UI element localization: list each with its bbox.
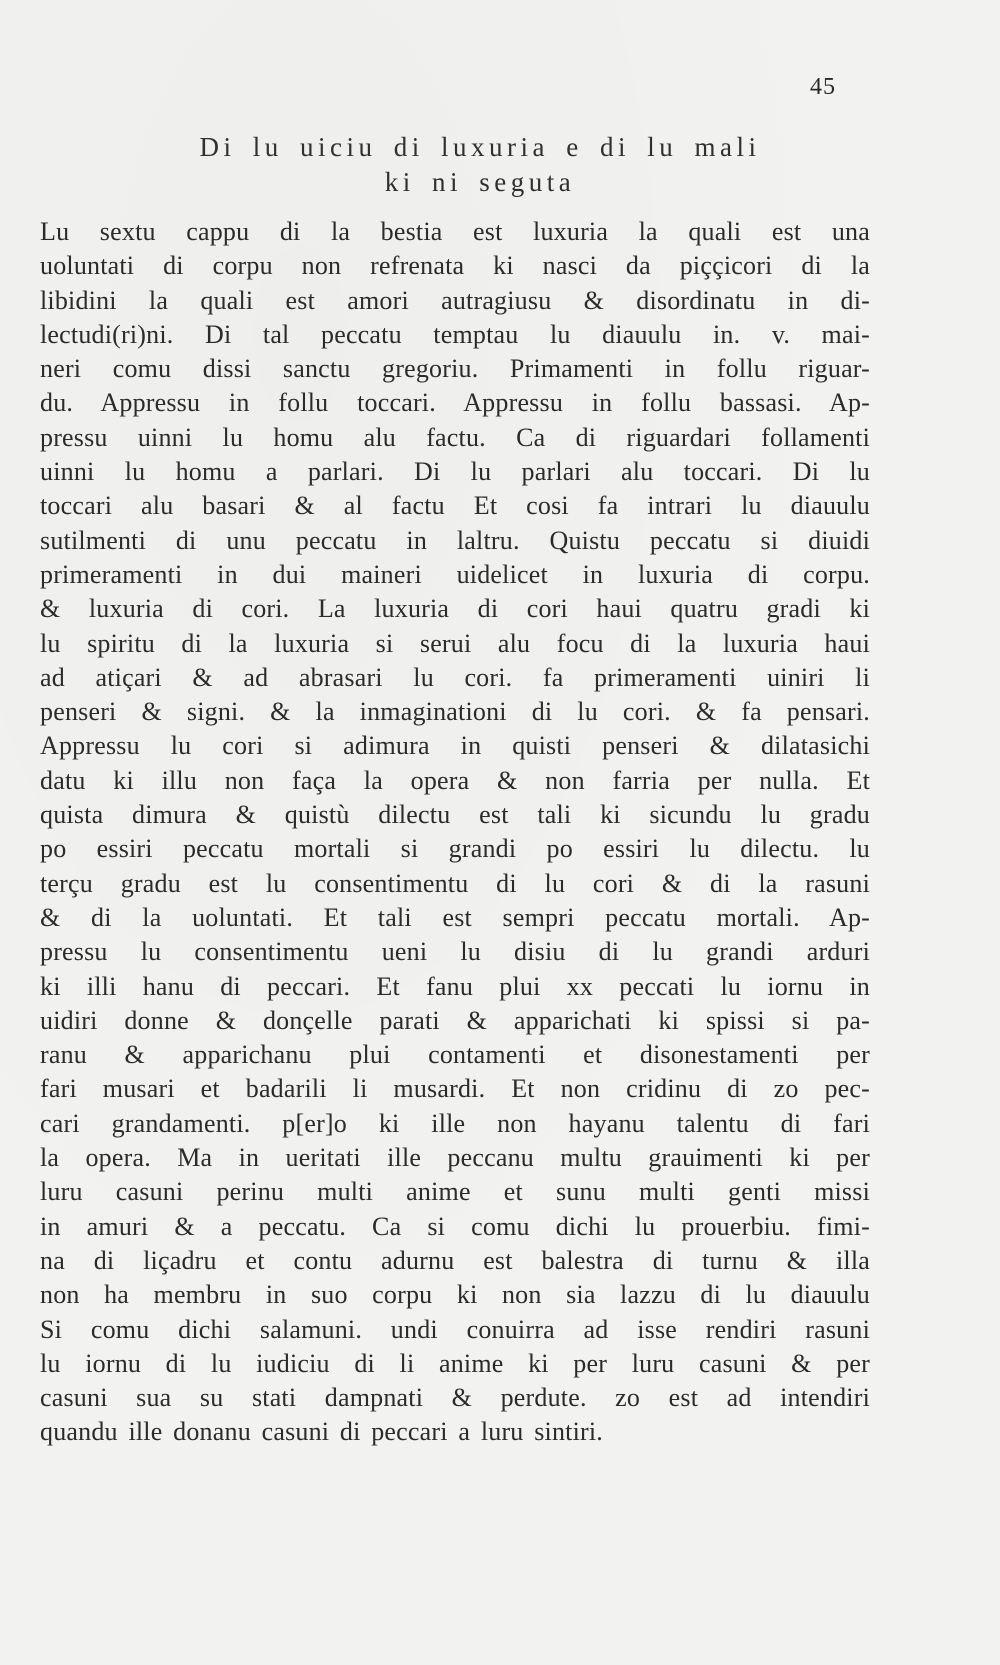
chapter-heading-line-2: ki ni seguta	[384, 167, 576, 197]
body-text	[40, 215, 870, 1450]
text-line: sutilmenti di unu peccatu in laltru. Quistu peccatu si diuidi	[40, 525, 870, 555]
text-line: uinni lu homu a parlari. Di lu parlari alu toccari. Di lu	[40, 457, 870, 487]
text-line: uoluntati di corpu non refrenata ki nasci da piççicori di la	[40, 251, 870, 281]
text-line: penseri & signi. & la inmaginationi di lu cori. & fa pensari.	[40, 697, 870, 727]
text-line: casuni sua su stati dampnati & perdute. zo est ad intendiri	[40, 1383, 870, 1413]
text-line: in amuri & a peccatu. Ca si comu dichi lu prouerbiu. fimi-	[40, 1211, 870, 1241]
text-line: po essiri peccatu mortali si grandi po essiri lu dilectu. lu	[40, 834, 870, 864]
text-line: uidiri donne & donçelle parati & apparichati ki spissi si pa-	[40, 1005, 870, 1035]
text-line: ad atiçari & ad abrasari lu cori. fa primeramenti uiniri li	[40, 662, 870, 692]
text-line: neri comu dissi sanctu gregoriu. Primamenti in follu riguar-	[40, 354, 870, 384]
text-line: lu spiritu di la luxuria si serui alu focu di la luxuria haui	[40, 628, 870, 658]
text-line: pressu uinni lu homu alu factu. Ca di riguardari follamenti	[40, 422, 870, 452]
text-line: Appressu lu cori si adimura in quisti penseri & dilatasichi	[40, 731, 870, 761]
text-line: quandu ille donanu casuni di peccari a luru sintiri.	[40, 1417, 603, 1447]
text-line: quista dimura & quistù dilectu est tali ki sicundu lu gradu	[40, 800, 870, 830]
text-line: cari grandamenti. p[er]o ki ille non hayanu talentu di fari	[40, 1108, 870, 1138]
text-line: datu ki illu non faça la opera & non farria per nulla. Et	[40, 765, 870, 795]
text-line: fari musari et badarili li musardi. Et non cridinu di zo pec-	[40, 1074, 870, 1104]
chapter-heading-line-1: Di lu uiciu di luxuria e di lu mali	[199, 132, 761, 162]
text-line: ranu & apparichanu plui contamenti et disonestamenti per	[40, 1040, 870, 1070]
text-line: libidini la quali est amori autragiusu & disordinatu in di-	[40, 285, 870, 315]
text-line: pressu lu consentimentu ueni lu disiu di lu grandi arduri	[40, 937, 870, 967]
text-line: luru casuni perinu multi anime et sunu multi genti missi	[40, 1177, 870, 1207]
text-line: na di liçadru et contu adurnu est balestra di turnu & illa	[40, 1245, 870, 1275]
text-line: la opera. Ma in ueritati ille peccanu multu grauimenti ki per	[40, 1143, 870, 1173]
text-line: & luxuria di cori. La luxuria di cori haui quatru gradi ki	[40, 594, 870, 624]
text-line: & di la uoluntati. Et tali est sempri peccatu mortali. Ap-	[40, 902, 870, 932]
text-line: du. Appressu in follu toccari. Appressu in follu bassasi. Ap-	[40, 388, 870, 418]
text-line: non ha membru in suo corpu ki non sia lazzu di lu diauulu	[40, 1280, 870, 1310]
text-line: lectudi(ri)ni. Di tal peccatu temptau lu diauulu in. v. mai-	[40, 319, 870, 349]
text-line: lu iornu di lu iudiciu di li anime ki per luru casuni & per	[40, 1348, 870, 1378]
text-line: toccari alu basari & al factu Et cosi fa intrari lu diauulu	[40, 491, 870, 521]
text-line: terçu gradu est lu consentimentu di lu cori & di la rasuni	[40, 868, 870, 898]
page-number: 45	[810, 74, 836, 100]
text-line: Lu sextu cappu di la bestia est luxuria la quali est una	[40, 217, 870, 246]
text-line: Si comu dichi salamuni. undi conuirra ad isse rendiri rasuni	[40, 1314, 870, 1344]
text-line: ki illi hanu di peccari. Et fanu plui xx peccati lu iornu in	[40, 971, 870, 1001]
text-line: primeramenti in dui maineri uidelicet in luxuria di corpu.	[40, 559, 870, 589]
